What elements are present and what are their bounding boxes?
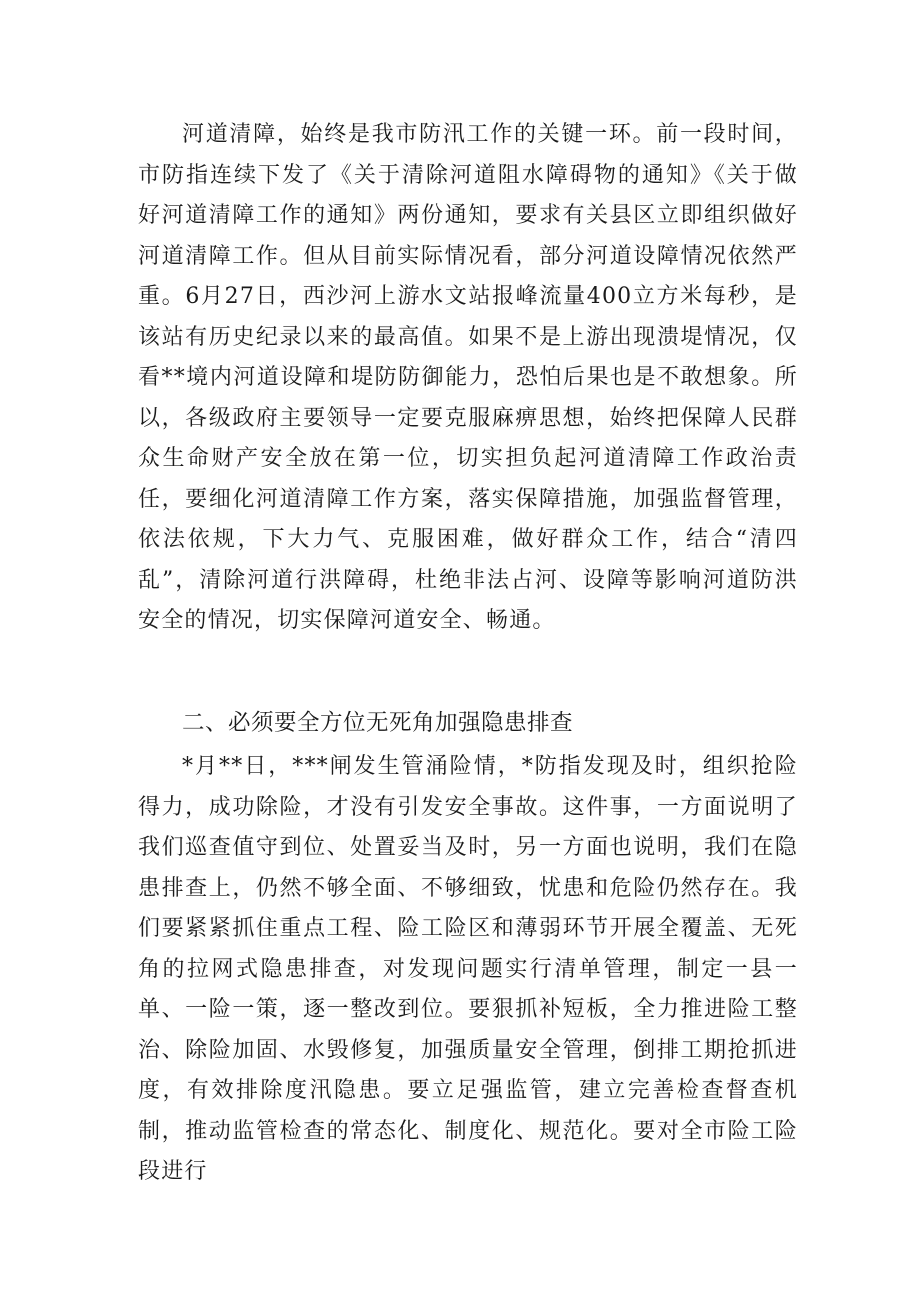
body-paragraph-hazard-inspection: *月**日，***闸发生管涌险情，*防指发现及时，组织抢险得力，成功除险，才没有引发安全事故。这件事，一方面说明了我们巡查值守到位、处置妥当及时，另一方面也说明，我们在隐患排查上，仍然不够全面、不够细致，忧患和危险仍然存在。我们要紧紧抓住重点工程、险工险区和薄弱环节开展全覆盖、无死角的拉网式隐患排查，对发现问题实行清单管理，制定一县一单、一险一策，逐一整改到位。要狠抓补短板，全力推进险工整治、除险加固、水毁修复，加强质量安全管理，倒排工期抢抓进度，有效排除度汛隐患。要立足强监管，建立完善检查督查机制，推动监管检查的常态化、制度化、规范化。要对全市险工险段进行 [138, 754, 798, 1184]
section-heading-hazard-inspection: 二、必须要全方位无死角加强隐患排查 [182, 710, 574, 736]
body-paragraph-river-clearance: 河道清障，始终是我市防汛工作的关键一环。前一段时间，市防指连续下发了《关于清除河道阻水障碍物的通知》《关于做好河道清障工作的通知》两份通知，要求有关县区立即组织做好河道清障工作。但从目前实际情况看，部分河道设障情况依然严重。6月27日，西沙河上游水文站报峰流量400立方米每秒，是该站有历史纪录以来的最高值。如果不是上游出现溃堤情况，仅看**境内河道设障和堤防防御能力，恐怕后果也是不敢想象。所以，各级政府主要领导一定要克服麻痹思想，始终把保障人民群众生命财产安全放在第一位，切实担负起河道清障工作政治责任，要细化河道清障工作方案，落实保障措施，加强监督管理，依法依规，下大力气、克服困难，做好群众工作，结合“清四乱”，清除河道行洪障碍，杜绝非法占河、设障等影响河道防洪安全的情况，切实保障河道安全、畅通。 [138, 122, 798, 633]
